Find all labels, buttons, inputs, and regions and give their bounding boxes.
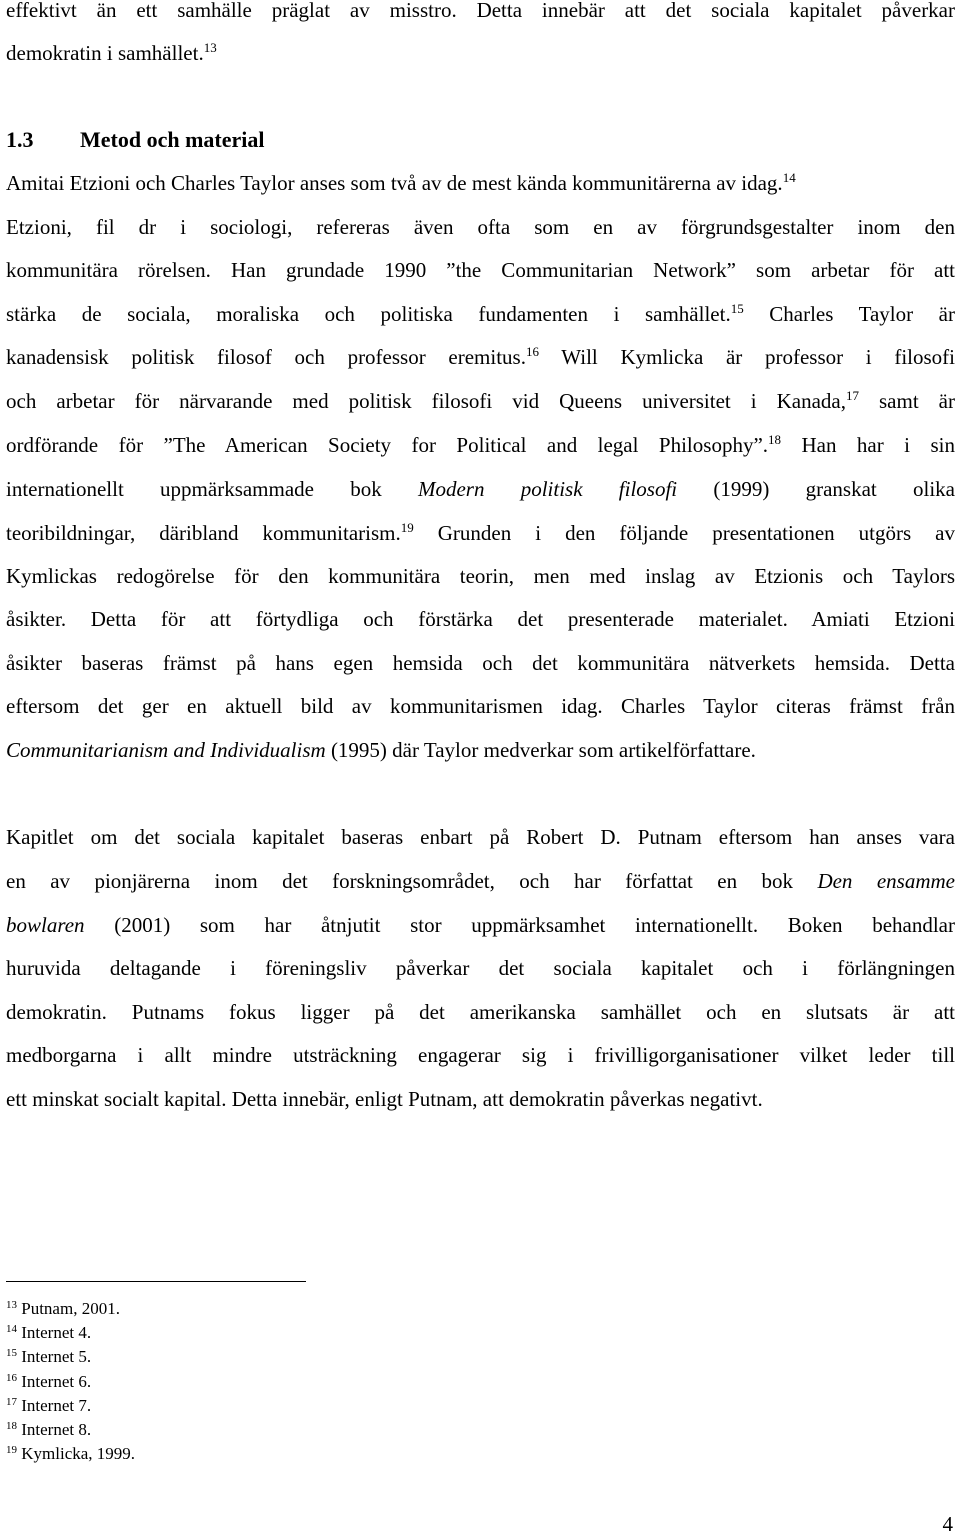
footnote-number: 19 xyxy=(6,1444,17,1456)
footnote-number: 16 xyxy=(6,1372,17,1384)
body-text-line: eftersom det ger en aktuell bild av kommunitarismen idag. Charles Taylor citeras främst från xyxy=(6,694,955,718)
footnote xyxy=(6,1345,91,1369)
footnote-ref: 17 xyxy=(846,388,859,403)
footnote-number: 14 xyxy=(6,1323,17,1335)
body-text-line: ett minskat socialt kapital. Detta innebär, enligt Putnam, att demokratin påverkas negativt. xyxy=(6,1087,763,1111)
footnote xyxy=(6,1321,91,1345)
book-title: Den ensamme xyxy=(817,869,955,893)
body-text-line: stärka de sociala, moraliska och politiska fundamenten i samhället.$^{15}$ Charles Taylor är xyxy=(6,301,955,326)
footnote-separator xyxy=(6,1281,306,1282)
body-text-line: åsikter baseras främst på hans egen hemsida och det kommunitära nätverkets hemsida. Detta xyxy=(6,651,955,675)
footnote-text: Internet 7. xyxy=(21,1396,92,1415)
footnote-ref: 14 xyxy=(782,170,796,185)
footnote-ref: 19 xyxy=(400,520,414,535)
footnote xyxy=(6,1418,91,1442)
body-text-line: Amitai Etzioni och Charles Taylor anses som två av de mest kända kommunitärerna av idag.$^{14}$ xyxy=(6,170,796,195)
page-number: 4 xyxy=(942,1512,953,1536)
body-text-line: och arbetar för närvarande med politisk filosofi vid Queens universitet i Kanada,$^{17}$ samt är xyxy=(6,388,956,413)
body-text-line: huruvida deltagande i föreningsliv påverkar det sociala kapitalet och i förlängningen xyxy=(6,956,955,980)
body-text-line: Kapitlet om det sociala kapitalet baseras enbart på Robert D. Putnam eftersom han anses vara xyxy=(6,825,955,849)
footnote-text: Internet 5. xyxy=(21,1347,92,1366)
body-text-line: Communitarianism and Individualism (1995) där Taylor medverkar som artikelförfattare. xyxy=(6,738,756,762)
footnote-text: Internet 8. xyxy=(21,1420,92,1439)
footnote-text: Internet 6. xyxy=(21,1372,92,1391)
body-text-line: kanadensisk politisk filosof och professor eremitus.$^{16}$ Will Kymlicka är professor i filosofi xyxy=(6,344,955,369)
footnote-number: 18 xyxy=(6,1420,17,1432)
footnote xyxy=(6,1370,91,1394)
book-title: Modern politisk filosofi xyxy=(417,477,678,501)
footnote xyxy=(6,1394,91,1418)
body-text-line: demokratin. Putnams fokus ligger på det amerikanska samhället och en slutsats är att xyxy=(6,1000,955,1024)
body-text-line: ordförande för ”The American Society for Political and legal Philosophy”.$^{18}$ Han har i sin xyxy=(6,432,955,457)
body-text-line: åsikter. Detta för att förtydliga och förstärka det presenterade materialet. Amiati Etzioni xyxy=(6,607,955,631)
body-text-line: internationellt uppmärksammade bok Modern politisk filosofi (1999) granskat olika xyxy=(6,477,955,501)
footnote-number: 17 xyxy=(6,1396,17,1408)
footnote-text: Kymlicka, 1999. xyxy=(21,1444,136,1463)
section-number: 1.3 xyxy=(6,127,34,152)
body-text-line: Kymlickas redogörelse för den kommunitära teorin, men med inslag av Etzionis och Taylors xyxy=(6,564,955,588)
footnote-text: Putnam, 2001. xyxy=(21,1299,120,1318)
footnote xyxy=(6,1442,135,1466)
footnote-ref: 16 xyxy=(525,344,539,359)
footnote-text: Internet 4. xyxy=(21,1323,92,1342)
book-title: Communitarianism and Individualism xyxy=(6,738,326,762)
footnote-ref: 15 xyxy=(730,301,744,316)
body-text-line: medborgarna i allt mindre utsträckning engagerar sig i frivilligorganisationer vilket leder till xyxy=(6,1043,955,1067)
body-text-line: kommunitära rörelsen. Han grundade 1990 ”the Communitarian Network” som arbetar för att xyxy=(6,258,955,282)
footnote-ref: 13 xyxy=(203,40,217,55)
section-heading xyxy=(6,125,265,155)
book-title: bowlaren xyxy=(6,913,85,937)
body-text-line: demokratin i samhället.$^{13}$ xyxy=(6,40,217,65)
body-text-line: bowlaren (2001) som har åtnjutit stor uppmärksamhet internationellt. Boken behandlar xyxy=(6,913,955,937)
section-title: Metod och material xyxy=(80,127,265,152)
body-text-line: effektivt än ett samhälle präglat av misstro. Detta innebär att det sociala kapitalet påverkar xyxy=(6,0,955,22)
footnote-number: 15 xyxy=(6,1347,17,1359)
footnote-number: 13 xyxy=(6,1299,17,1311)
footnote xyxy=(6,1297,120,1321)
body-text-line: teoribildningar, däribland kommunitarism.$^{19}$ Grunden i den följande presentationen utgörs av xyxy=(6,520,955,545)
body-text-line: Etzioni, fil dr i sociologi, refereras även ofta som en av förgrundsgestalter inom den xyxy=(6,215,955,239)
footnote-ref: 18 xyxy=(768,432,782,447)
body-text-line: en av pionjärerna inom det forskningsområdet, och har författat en bok Den ensamme xyxy=(6,869,955,893)
